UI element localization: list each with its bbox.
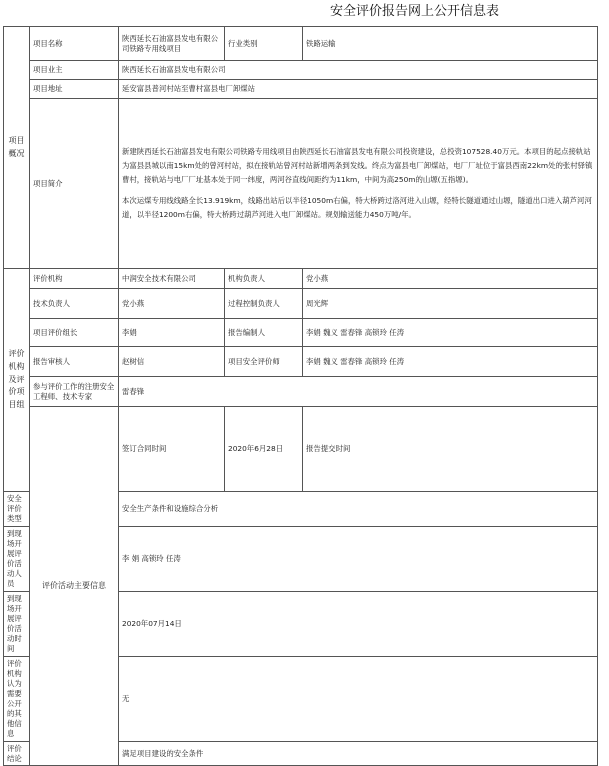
intro-paragraph-1: 新建陕西延长石油富县发电有限公司铁路专用线项目由陕西延长石油富县发电有限公司投资建设，总投资107528.40万元。本项目的起点接轨站为富县县城以南15km处的曾河村站，拟在接轨站曾河村站新增两条到发线。终点为富县电厂卸煤站，电厂厂址位于富县西南22km处的张村驿镇曹村，接轨站与电厂厂址基本处于同一纬度，两河谷直线间距约为11km，中间为高250m的山塬(五指塬)。 [122, 147, 593, 185]
section-agency-team: 评价机构及评价项目组 [4, 269, 30, 492]
value-agency: 中润安全技术有限公司 [119, 269, 225, 289]
label-project-address: 项目地址 [30, 80, 119, 99]
row-project-intro [4, 99, 598, 269]
value-safety-assessors: 李娟 魏义 雷春锋 高锁玲 任涛 [303, 347, 598, 377]
label-contract-date: 签订合同时间 [119, 407, 225, 492]
row-engineers [4, 377, 598, 407]
label-project-name: 项目名称 [30, 27, 119, 61]
value-site-staff: 李 娟 高锁玲 任涛 [119, 526, 598, 591]
value-agency-head: 党小燕 [303, 269, 598, 289]
value-project-name: 陕西延长石油富县发电有限公司铁路专用线项目 [119, 27, 225, 61]
label-site-staff: 到现场开展评价活动人员 [4, 526, 30, 591]
info-table [3, 26, 598, 766]
label-agency-head: 机构负责人 [225, 269, 303, 289]
label-agency: 评价机构 [30, 269, 119, 289]
value-project-owner: 陕西延长石油富县发电有限公司 [119, 61, 598, 80]
label-tech-head: 技术负责人 [30, 289, 119, 319]
label-conclusion: 评价结论 [4, 741, 30, 766]
label-team-leader: 项目评价组长 [30, 319, 119, 347]
row-agency [4, 269, 598, 289]
label-report-date: 报告提交时间 [303, 407, 598, 492]
value-assessment-type: 安全生产条件和设施综合分析 [119, 491, 598, 526]
value-reviewer: 赵树信 [119, 347, 225, 377]
label-site-time: 到现场开展评价活动时间 [4, 591, 30, 656]
row-contract-date [4, 407, 598, 492]
row-project-name [4, 27, 598, 61]
row-project-address [4, 80, 598, 99]
value-engineers: 雷春锋 [119, 377, 598, 407]
value-site-time: 2020年07月14日 [119, 591, 598, 656]
value-process-head: 周光辉 [303, 289, 598, 319]
row-tech-head [4, 289, 598, 319]
value-team-leader: 李娟 [119, 319, 225, 347]
label-assessment-type: 安全评价类型 [4, 491, 30, 526]
label-report-authors: 报告编制人 [225, 319, 303, 347]
row-project-owner [4, 61, 598, 80]
label-safety-assessors: 项目安全评价师 [225, 347, 303, 377]
row-team-leader [4, 319, 598, 347]
value-contract-date: 2020年6月28日 [225, 407, 303, 492]
label-other-info: 评价机构认为需要公开的其他信息 [4, 656, 30, 741]
intro-paragraph-2: 本次运煤专用线线路全长13.919km，线路出站后以半径1050m右偏，特大桥跨过洛河进入山塬，经特长隧道通过山塬，隧道出口进入葫芦河河道，以半径1200m右偏，特大桥跨过葫芦河进入电厂卸煤站。规划输送能力450万吨/年。 [122, 195, 592, 219]
label-reviewer: 报告审核人 [30, 347, 119, 377]
label-project-owner: 项目业主 [30, 61, 119, 80]
label-project-intro: 项目简介 [30, 99, 119, 269]
value-project-intro [119, 99, 598, 269]
section-project-overview: 项目概况 [4, 27, 30, 269]
label-industry: 行业类别 [225, 27, 303, 61]
label-process-head: 过程控制负责人 [225, 289, 303, 319]
section-activity-info: 评价活动主要信息 [30, 407, 119, 766]
value-industry: 铁路运输 [303, 27, 598, 61]
value-tech-head: 党小燕 [119, 289, 225, 319]
value-other-info: 无 [119, 656, 598, 741]
value-conclusion: 满足项目建设的安全条件 [119, 741, 598, 766]
value-project-address: 延安富县普河村站至曹村富县电厂卸煤站 [119, 80, 598, 99]
value-report-authors: 李娟 魏义 雷春锋 高锁玲 任涛 [303, 319, 598, 347]
row-reviewer [4, 347, 598, 377]
label-engineers: 参与评价工作的注册安全工程师、技术专家 [30, 377, 119, 407]
document-title: 安全评价报告网上公开信息表 [329, 4, 499, 19]
